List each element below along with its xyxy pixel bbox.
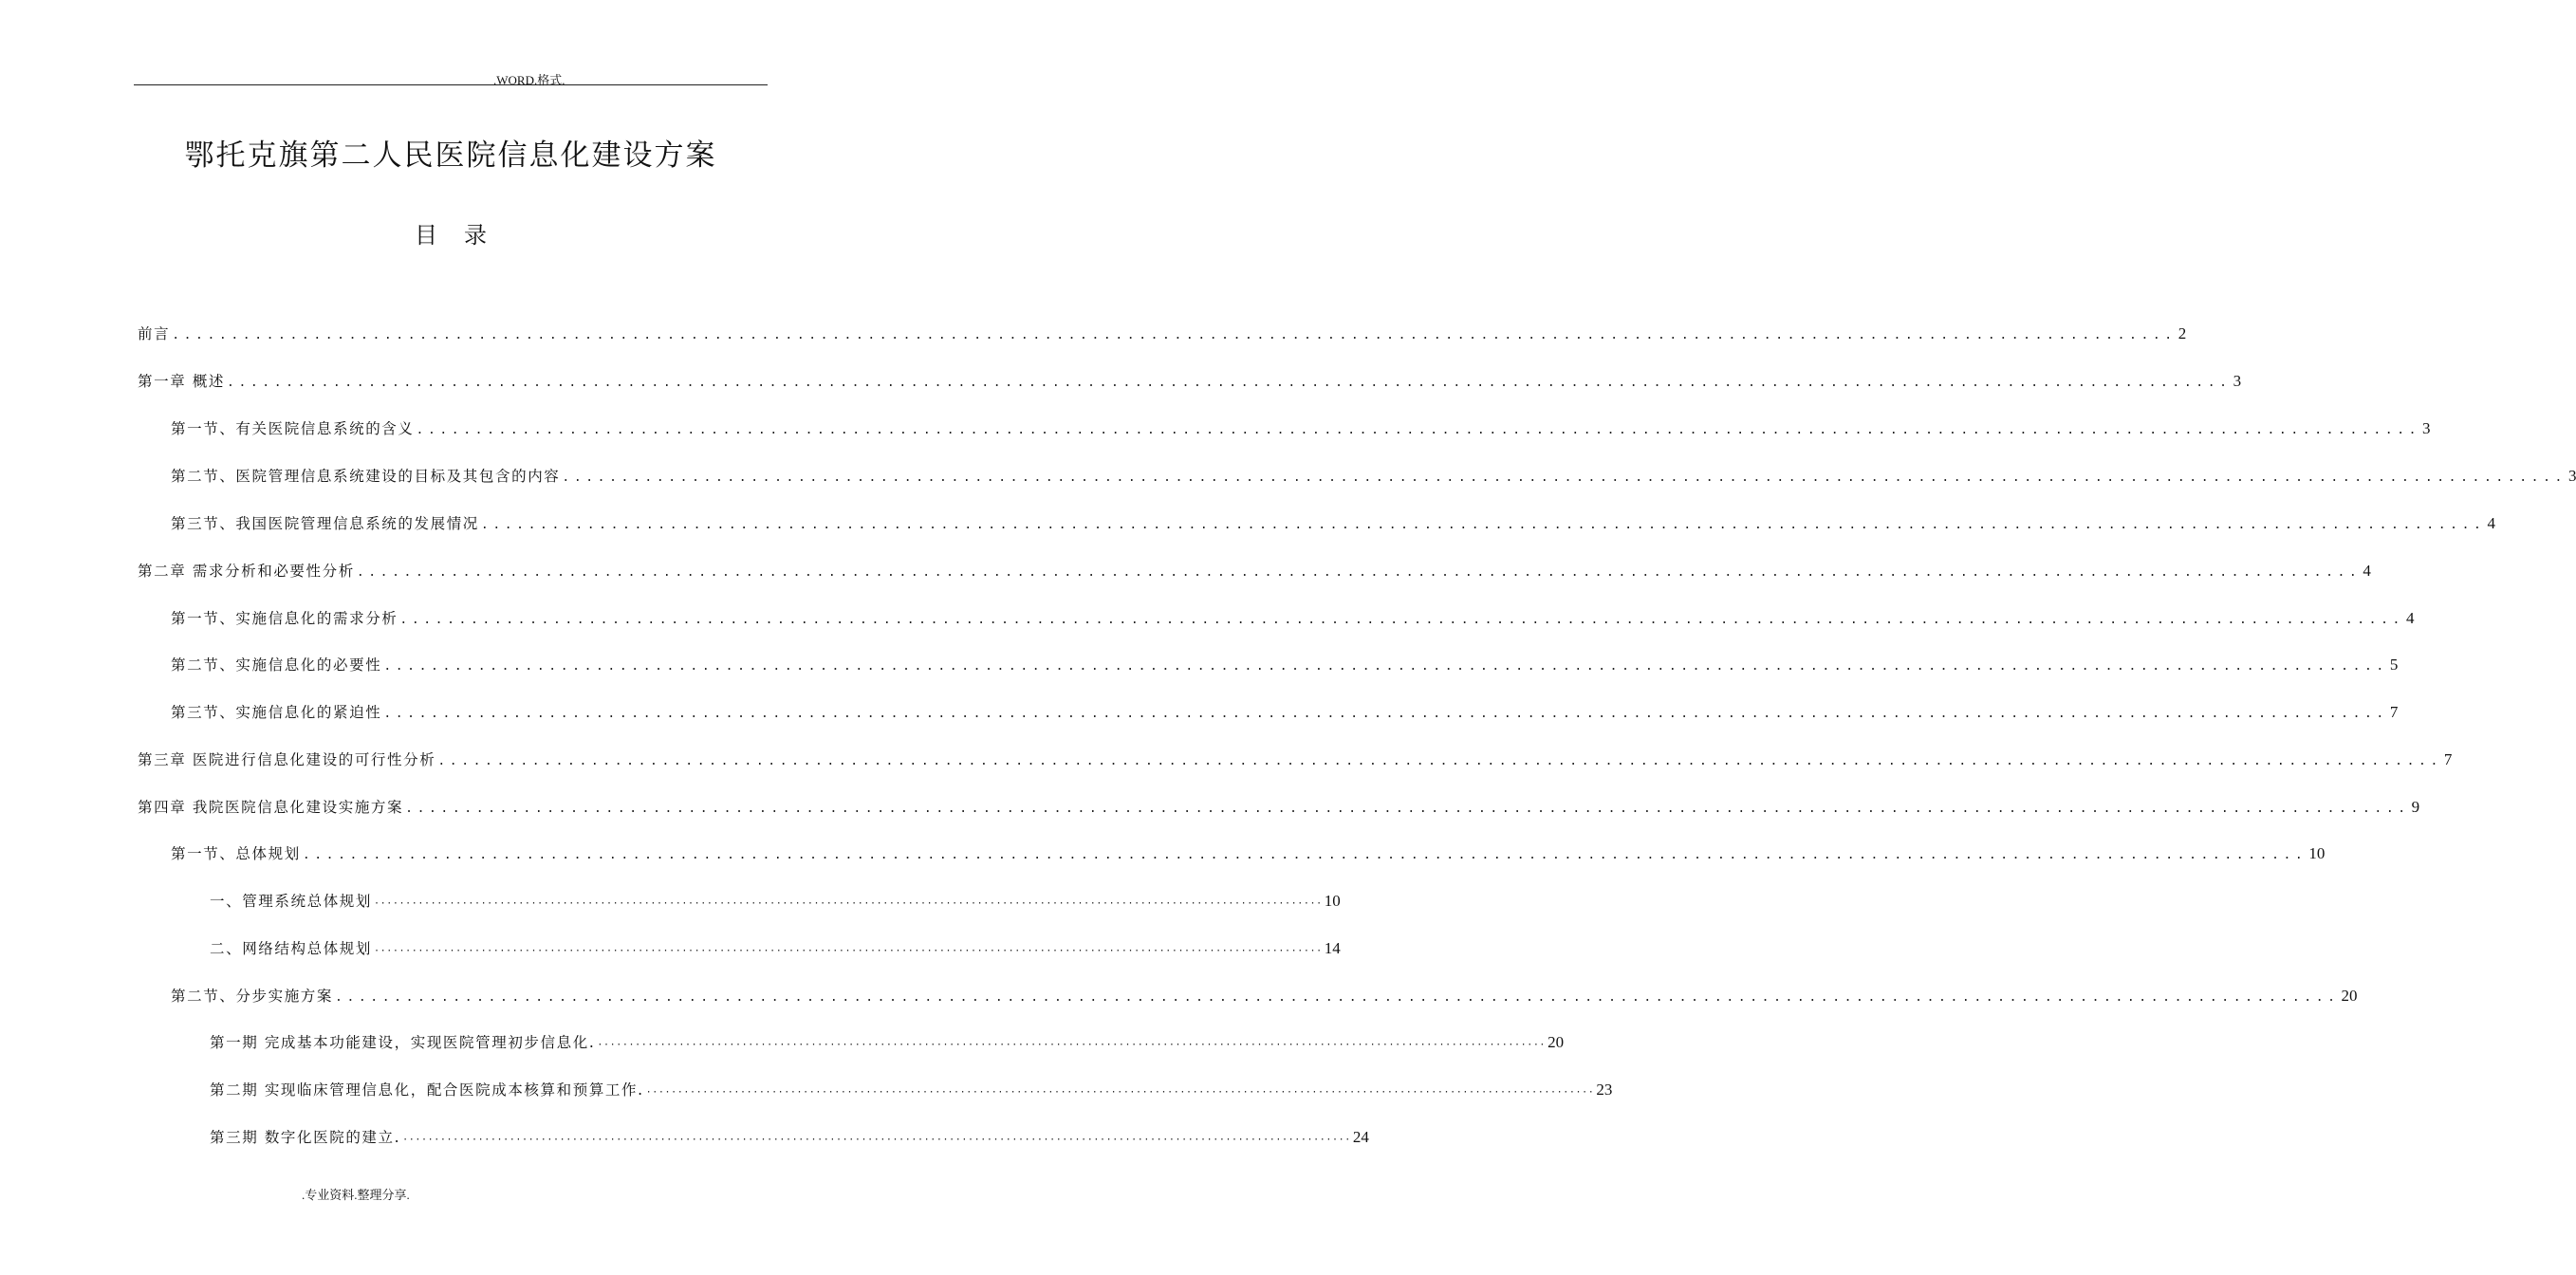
toc-leader-dots: ······················································································································································· (597, 1040, 1547, 1050)
toc-leader-dots: ······················································································································································· (374, 898, 1323, 909)
toc-leader-dots: .......................................................................................................................................................................... (335, 990, 2340, 1005)
toc-page-number: 5 (2389, 656, 2399, 674)
toc-page-number: 2 (2178, 324, 2187, 342)
toc-entry-label: 第二节、医院管理信息系统建设的目标及其包含的内容 (171, 468, 561, 485)
toc-entry-label: 第二节、实施信息化的必要性 (171, 656, 382, 674)
toc-entry-chapter-1[interactable] (138, 367, 2242, 396)
toc-leader-dots: .......................................................................................................................................................................... (227, 376, 2232, 390)
toc-entry-label: 第三节、我国医院管理信息系统的发展情况 (171, 515, 479, 532)
document-title: 鄂托克旗第二人民医院信息化建设方案 (184, 139, 717, 173)
toc-entry-label: 第四章 我院医院信息化建设实施方案 (138, 799, 404, 816)
toc-entry-label: 第三章 医院进行信息化建设的可行性分析 (138, 751, 436, 768)
toc-entry-section[interactable] (171, 698, 2399, 727)
toc-page-number: 10 (2308, 844, 2326, 862)
toc-page-number: 9 (2411, 798, 2420, 816)
header-rule (134, 84, 768, 85)
toc-page-number: 10 (1324, 892, 1341, 910)
toc-page-number: 24 (1352, 1128, 1369, 1146)
toc-entry-label: 第一节、实施信息化的需求分析 (171, 610, 398, 627)
toc-page-number: 14 (1324, 939, 1341, 957)
toc-entry-section[interactable] (171, 651, 2399, 679)
toc-entry-label: 第一节、有关医院信息系统的含义 (171, 420, 415, 437)
toc-entry-subsection[interactable] (210, 1123, 1369, 1152)
toc-page-number: 7 (2389, 703, 2399, 721)
toc-leader-dots: .......................................................................................................................................................................... (302, 848, 2307, 862)
toc-page-number: 20 (1547, 1033, 1565, 1051)
toc-entry-label: 一、管理系统总体规划 (210, 893, 373, 910)
toc-page-number: 3 (2422, 419, 2431, 437)
toc-entry-label: 二、网络结构总体规划 (210, 940, 373, 957)
toc-entry-label: 前言 (138, 325, 171, 342)
toc-page-number: 7 (2443, 750, 2453, 768)
toc-entry-subsection[interactable] (210, 934, 1341, 963)
toc-leader-dots: ······················································································································································· (402, 1135, 1351, 1145)
toc-entry-label: 第一章 概述 (138, 373, 226, 390)
toc-entry-label: 第二期 实现临床管理信息化，配合医院成本核算和预算工作. (210, 1081, 644, 1099)
header-text: .WORD.格式. (493, 73, 565, 87)
toc-page-number: 4 (2487, 514, 2495, 532)
toc-entry-section[interactable] (171, 462, 2576, 490)
toc-leader-dots: .......................................................................................................................................................................... (562, 471, 2567, 485)
toc-entry-section[interactable] (171, 982, 2358, 1010)
toc-entry-label: 第二章 需求分析和必要性分析 (138, 563, 355, 580)
toc-entry-label: 第三期 数字化医院的建立. (210, 1129, 401, 1146)
toc-page-number: 4 (2405, 609, 2415, 627)
toc-leader-dots: .......................................................................................................................................................................... (405, 802, 2410, 816)
toc-page-number: 4 (2363, 562, 2371, 580)
toc-leader-dots: .......................................................................................................................................................................... (416, 423, 2421, 437)
toc-page-number: 3 (2567, 467, 2576, 485)
toc-entry-section[interactable] (171, 415, 2431, 443)
toc-leader-dots: .......................................................................................................................................................................... (480, 518, 2486, 532)
toc-leader-dots: .......................................................................................................................................................................... (356, 565, 2362, 580)
toc-entry-chapter-2[interactable] (138, 557, 2371, 585)
toc-page-number: 3 (2233, 372, 2242, 390)
toc-entry-section[interactable] (171, 604, 2415, 633)
toc-leader-dots: .......................................................................................................................................................................... (172, 328, 2177, 342)
toc-entry-chapter-4[interactable] (138, 793, 2420, 822)
toc-leader-dots: .......................................................................................................................................................................... (383, 707, 2388, 721)
toc-entry-section[interactable] (171, 509, 2495, 538)
toc-entry-preface[interactable] (138, 320, 2187, 348)
toc-entry-subsection[interactable] (210, 1028, 1565, 1057)
toc-entry-label: 第一期 完成基本功能建设，实现医院管理初步信息化. (210, 1034, 596, 1051)
toc-leader-dots: .......................................................................................................................................................................... (437, 754, 2442, 768)
toc-entry-chapter-3[interactable] (138, 746, 2453, 774)
toc-entry-label: 第一节、总体规划 (171, 845, 301, 862)
toc-leader-dots: ······················································································································································· (645, 1087, 1595, 1098)
toc-leader-dots: ······················································································································································· (374, 946, 1323, 956)
toc-entry-label: 第三节、实施信息化的紧迫性 (171, 704, 382, 721)
toc-entry-section[interactable] (171, 840, 2326, 868)
toc-leader-dots: .......................................................................................................................................................................... (383, 659, 2388, 674)
toc-entry-subsection[interactable] (210, 1076, 1613, 1104)
toc-heading: 目录 (415, 222, 513, 249)
toc-entry-subsection[interactable] (210, 887, 1341, 915)
toc-page-number: 20 (2341, 987, 2358, 1005)
toc-entry-label: 第二节、分步实施方案 (171, 988, 334, 1005)
toc-leader-dots: .......................................................................................................................................................................... (399, 613, 2404, 627)
footer-text: .专业资料.整理分享. (302, 1188, 410, 1202)
toc-page-number: 23 (1596, 1081, 1613, 1099)
